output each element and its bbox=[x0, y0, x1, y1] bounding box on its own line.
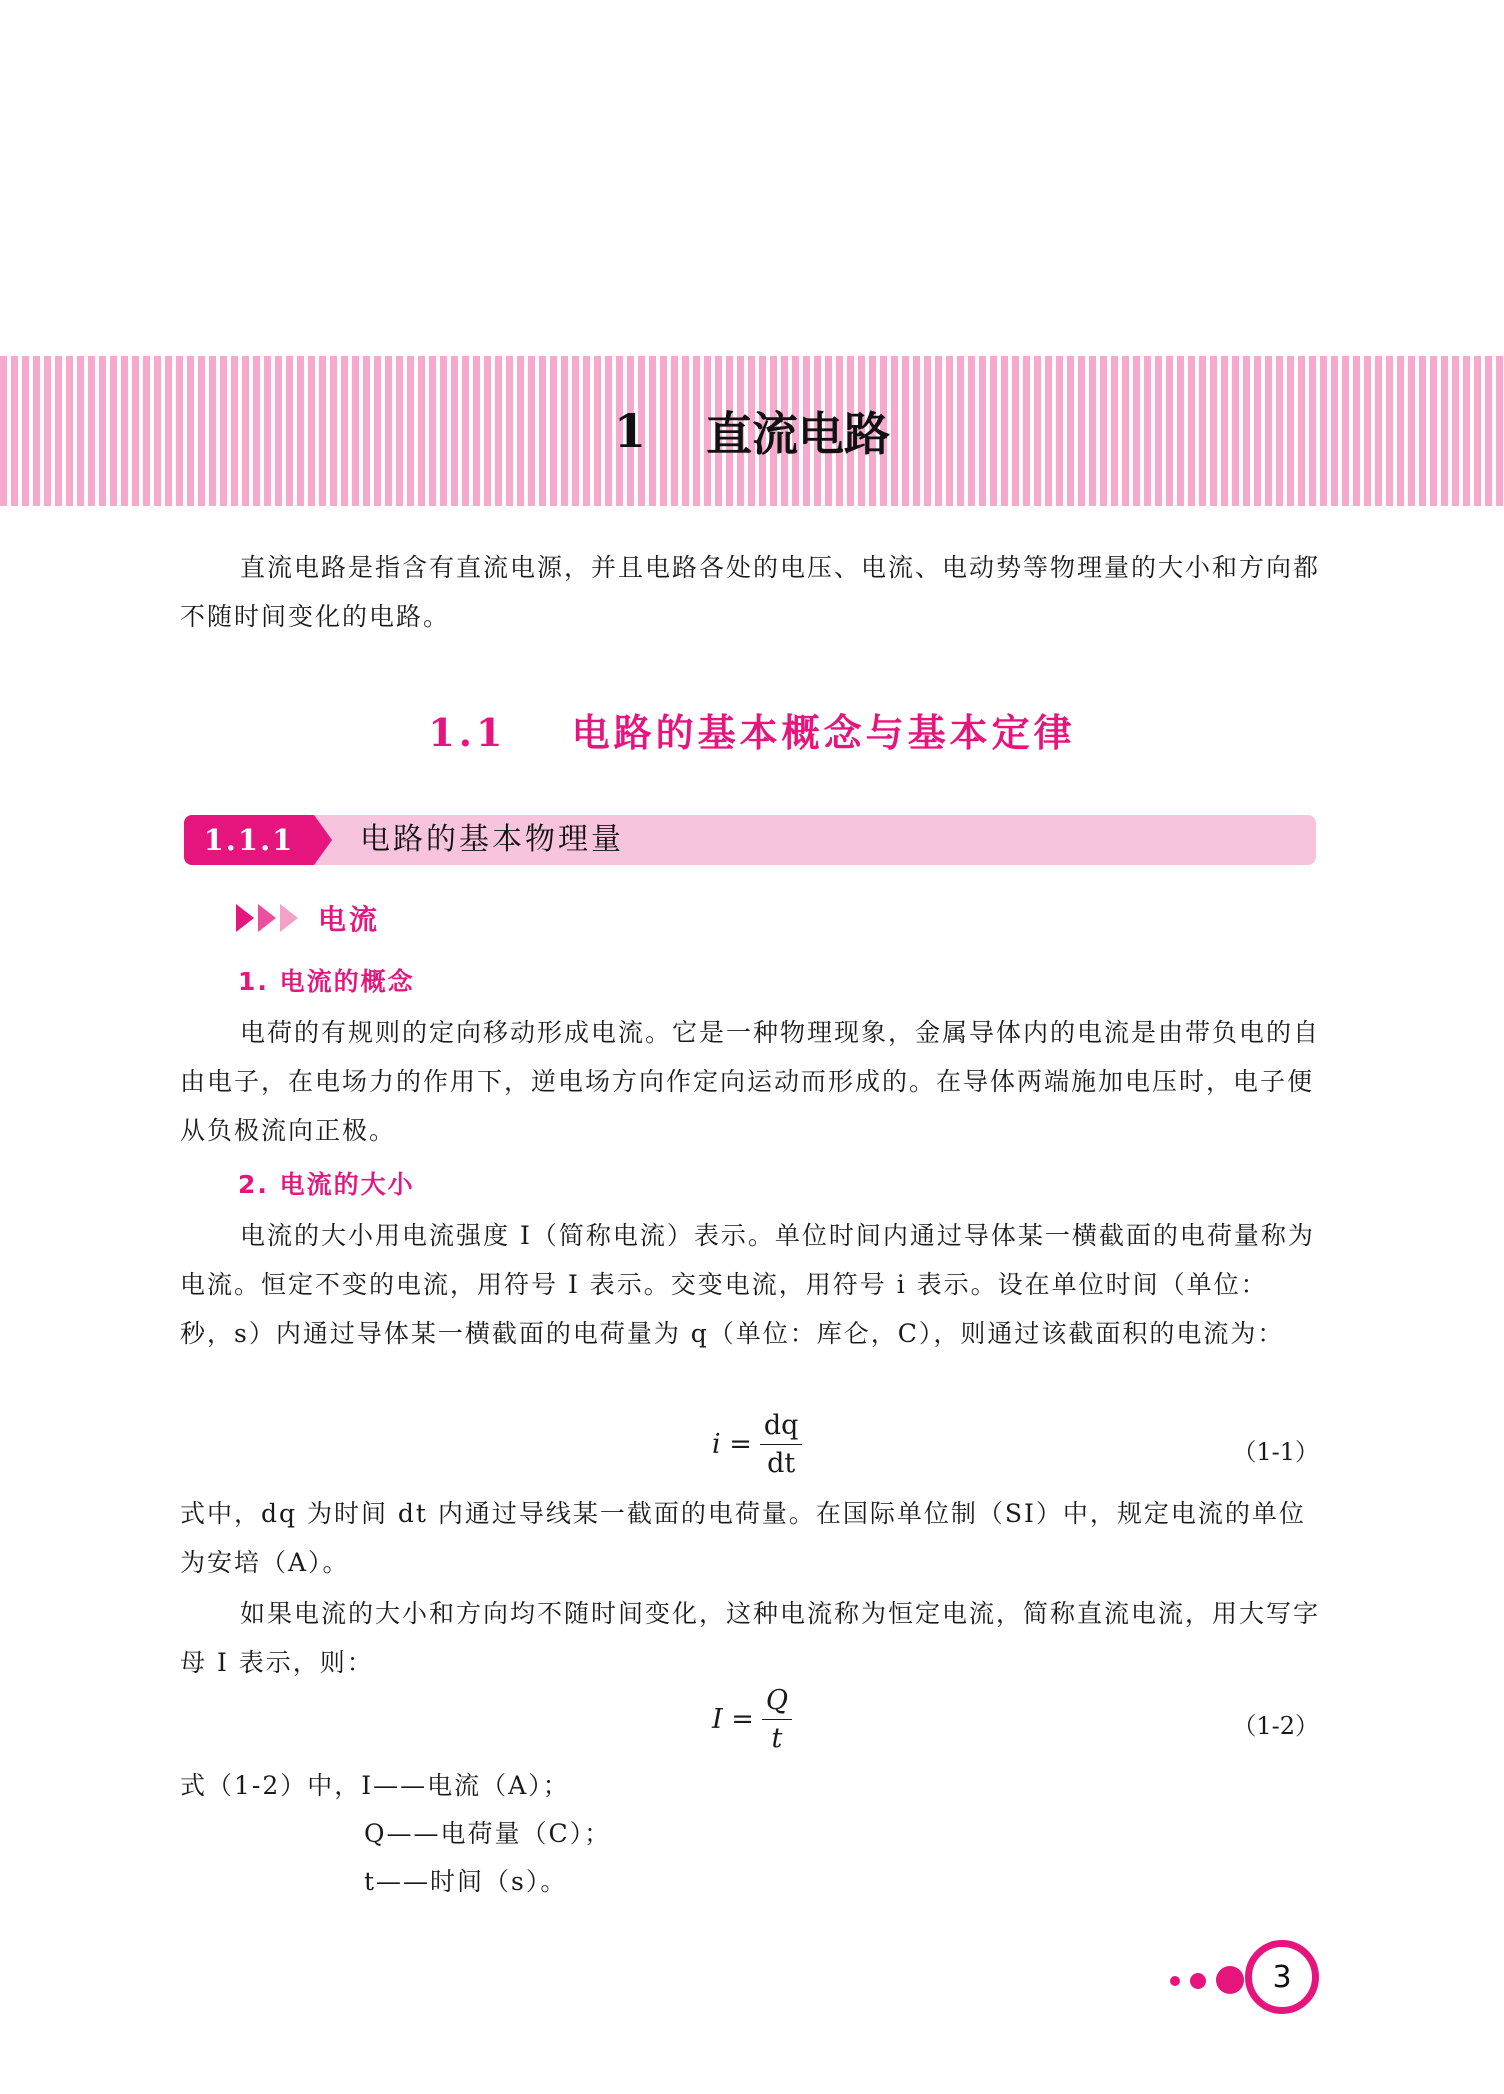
subsection-bar bbox=[184, 815, 1316, 865]
topic-heading bbox=[236, 898, 380, 938]
dot-icon bbox=[1190, 1973, 1206, 1989]
legend-line-charge: Q——电荷量（C）； bbox=[364, 1819, 612, 1848]
paragraph-direct-current: 如果电流的大小和方向均不随时间变化，这种电流称为恒定电流，简称直流电流，用大写字母 I 表示，则： bbox=[180, 1599, 1321, 1677]
dot-icon bbox=[1216, 1966, 1244, 1994]
section-title-text: 电路的基本概念与基本定律 bbox=[571, 710, 1076, 755]
topic-label: 电流 bbox=[318, 903, 381, 936]
triangle-icon bbox=[236, 904, 254, 932]
heading-current-magnitude: 2. 电流的大小 bbox=[238, 1170, 415, 1199]
heading-current-concept: 1. 电流的概念 bbox=[238, 967, 415, 996]
fraction bbox=[760, 1410, 803, 1479]
section-number: 1.1 bbox=[428, 710, 507, 755]
paragraph-current-concept: 电荷的有规则的定向移动形成电流。它是一种物理现象，金属导体内的电流是由带负电的自由电子，在电场力的作用下，逆电场方向作定向运动而形成的。在导体两端施加电压时，电子便从负极流向正极。 bbox=[180, 1018, 1321, 1145]
intro-paragraph: 直流电路是指含有直流电源，并且电路各处的电压、电流、电动势等物理量的大小和方向都不随时间变化的电路。 bbox=[180, 553, 1321, 631]
page-number: 3 bbox=[1245, 1940, 1319, 2014]
fraction-numerator: dq bbox=[760, 1410, 803, 1445]
section-heading bbox=[0, 702, 1504, 757]
fraction-denominator: dt bbox=[767, 1448, 796, 1479]
subsection-title: 电路的基本物理量 bbox=[360, 822, 624, 857]
chapter-title-text: 直流电路 bbox=[706, 407, 890, 461]
chapter-title bbox=[0, 356, 1504, 506]
fraction bbox=[762, 1685, 792, 1754]
equation-1-1 bbox=[712, 1410, 802, 1479]
equation-lhs: I = bbox=[712, 1704, 754, 1735]
equation-number: （1-1） bbox=[1232, 1438, 1319, 1466]
subsection-arrow-icon bbox=[314, 815, 332, 865]
triangle-icon bbox=[280, 904, 298, 932]
paragraph-current-magnitude: 电流的大小用电流强度 I（简称电流）表示。单位时间内通过导体某一横截面的电荷量称为电流。恒定不变的电流，用符号 I 表示。交变电流，用符号 i 表示。设在单位时间（单位：秒，s）内通过导体某一横截面的电荷量为 q（单位：库仑，C），则通过该截面积的电流为： bbox=[180, 1221, 1315, 1348]
legend-line-current: 式（1-2）中，I——电流（A）； bbox=[180, 1771, 570, 1800]
triangle-icon bbox=[258, 904, 276, 932]
chapter-number: 1 bbox=[613, 404, 646, 458]
subsection-number: 1.1.1 bbox=[184, 815, 314, 865]
equation-number: （1-2） bbox=[1232, 1712, 1319, 1740]
paragraph-where: 式中，dq 为时间 dt 内通过导线某一截面的电荷量。在国际单位制（SI）中，规定电流的单位为安培（A）。 bbox=[180, 1499, 1306, 1577]
equation-lhs: i = bbox=[712, 1429, 752, 1460]
equation-1-2 bbox=[712, 1685, 792, 1754]
fraction-numerator: Q bbox=[762, 1685, 792, 1720]
dot-icon bbox=[1170, 1976, 1180, 1986]
fraction-denominator: t bbox=[771, 1723, 783, 1754]
legend-line-time: t——时间（s）。 bbox=[364, 1867, 568, 1896]
